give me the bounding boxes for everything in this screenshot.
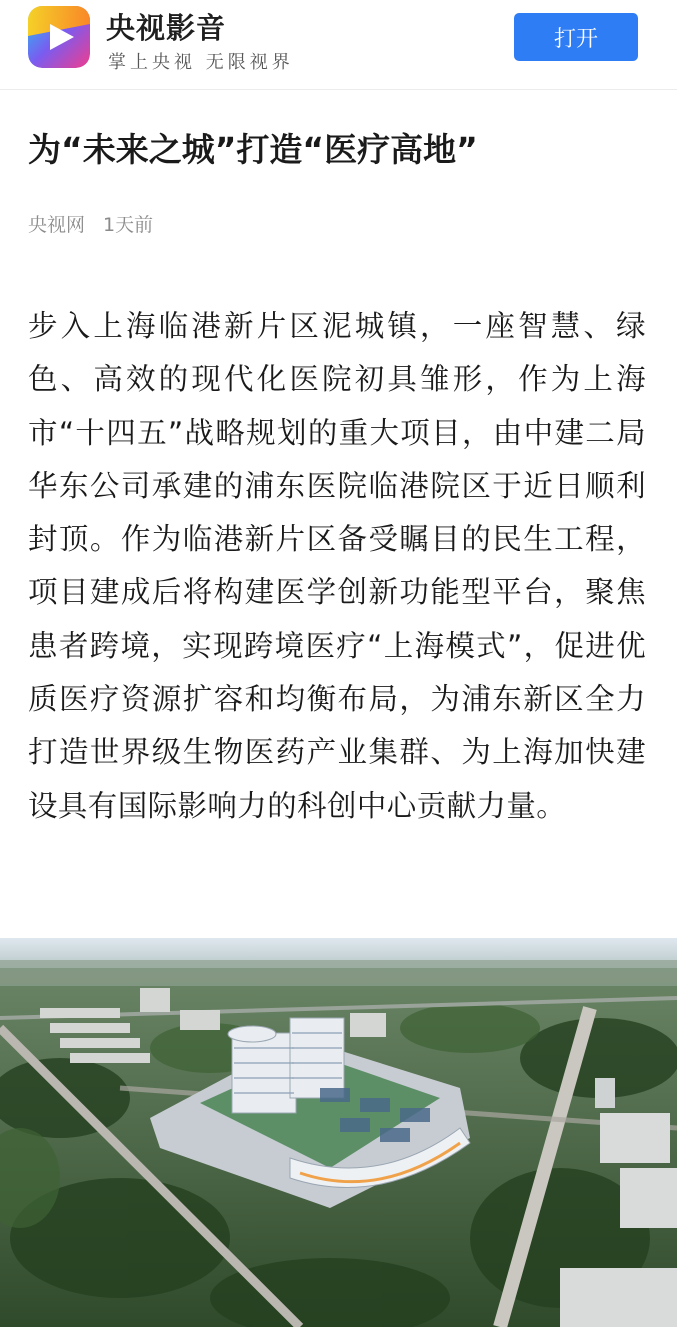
article-image[interactable] (0, 938, 677, 1327)
open-app-button[interactable]: 打开 (514, 13, 638, 61)
article-source[interactable]: 央视网 (28, 214, 86, 236)
app-name: 央视影音 (106, 11, 227, 45)
app-download-banner (0, 0, 677, 90)
article-time: 1天前 (103, 214, 154, 236)
article-body: 步入上海临港新片区泥城镇，一座智慧、绿色、高效的现代化医院初具雏形，作为上海市“十四五”战略规划的重大项目，由中建二局华东公司承建的浦东医院临港院区于近日顺利封顶。作为临港新片区备受瞩目的民生工程，项目建成后将构建医学创新功能型平台，聚焦患者跨境，实现跨境医疗“上海模式”，促进优质医疗资源扩容和均衡布局，为浦东新区全力打造世界级生物医药产业集群、为上海加快建设具有国际影响力的科创中心贡献力量。 (28, 309, 646, 823)
hospital-aerial-rendering (0, 938, 677, 1327)
article-meta (28, 210, 153, 237)
app-slogan: 掌上央视 无限视界 (108, 52, 294, 73)
app-logo-icon[interactable] (28, 6, 90, 68)
article-title: 为“未来之城”打造“医疗高地” (28, 130, 478, 169)
